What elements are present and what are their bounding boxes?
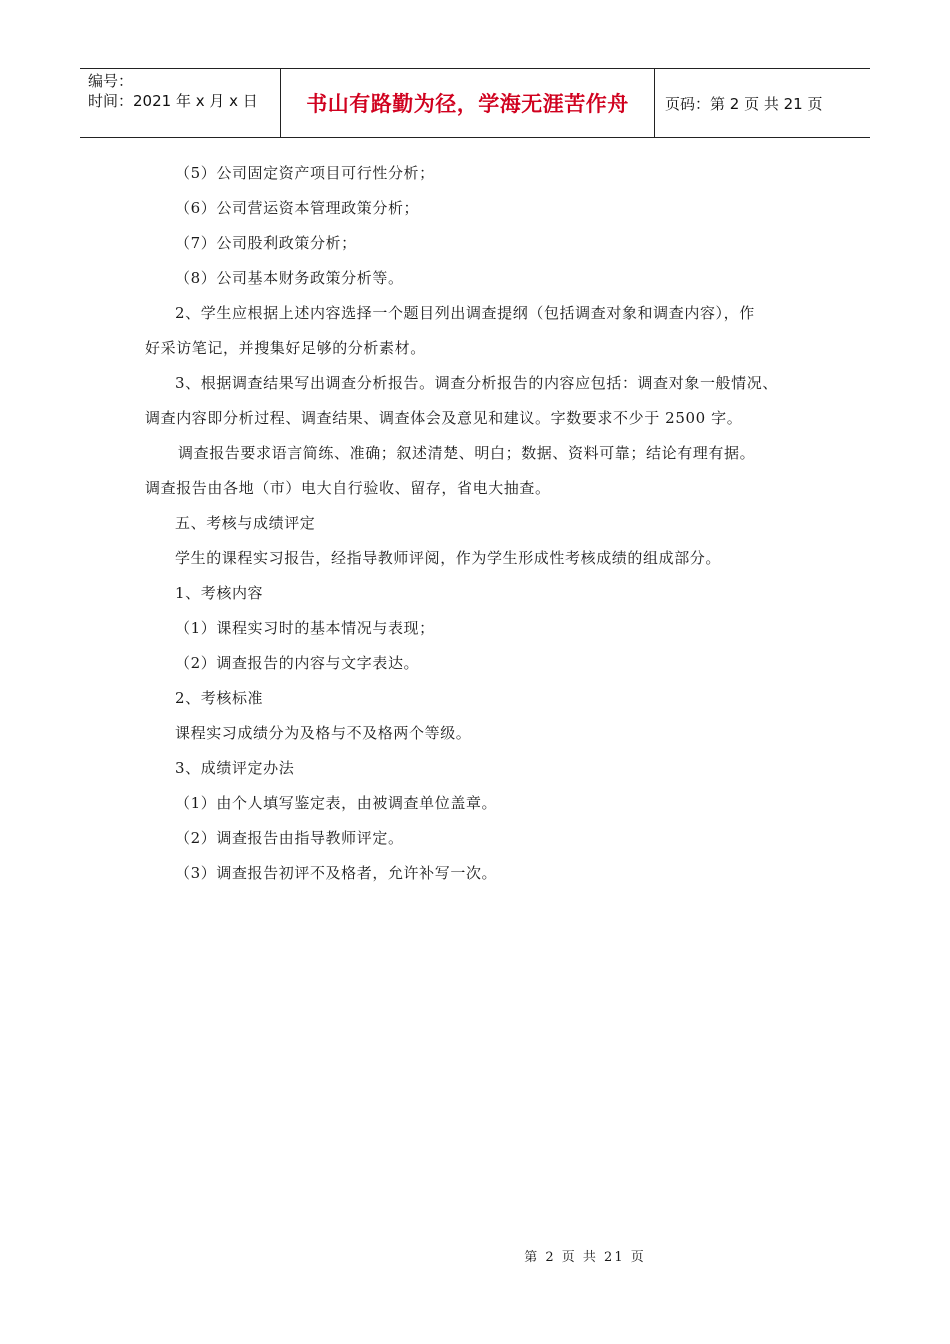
paragraph-report-line2: 调查报告由各地（市）电大自行验收、留存，省电大抽查。	[145, 479, 551, 497]
paragraph-report-line1: 调查报告要求语言简练、准确；叙述清楚、明白；数据、资料可靠；结论有理有据。	[178, 444, 756, 462]
method-item-1: （1）由个人填写鉴定表，由被调查单位盖章。	[175, 794, 498, 812]
list-item-5: （5）公司固定资产项目可行性分析；	[175, 164, 435, 182]
header-motto: 书山有路勤为径，学海无涯苦作舟	[281, 69, 655, 137]
method-item-3: （3）调查报告初评不及格者，允许补写一次。	[175, 864, 498, 882]
list-item-8: （8）公司基本财务政策分析等。	[175, 269, 404, 287]
method-item-2: （2）调查报告由指导教师评定。	[175, 829, 404, 847]
document-body	[145, 156, 815, 891]
subheading-2: 2、考核标准	[175, 689, 264, 707]
subheading-1: 1、考核内容	[175, 584, 264, 602]
subheading-3: 3、成绩评定办法	[175, 759, 295, 777]
header-page-info: 页码：第 2 页 共 21 页	[665, 94, 823, 113]
list-item-6: （6）公司营运资本管理政策分析；	[175, 199, 420, 217]
assess-item-2: （2）调查报告的内容与文字表达。	[175, 654, 420, 672]
section-heading-5: 五、考核与成绩评定	[175, 514, 316, 532]
paragraph-3-line1: 3、根据调查结果写出调查分析报告。调查分析报告的内容应包括：调查对象一般情况、	[175, 374, 778, 392]
time-label: 时间：2021 年 x 月 x 日	[88, 92, 258, 110]
page-footer: 第 2 页 共 21 页	[524, 1250, 646, 1265]
paragraph-2-line2: 好采访笔记，并搜集好足够的分析素材。	[145, 339, 426, 357]
assess-item-1: （1）课程实习时的基本情况与表现；	[175, 619, 435, 637]
paragraph-assessment: 学生的课程实习报告，经指导教师评阅，作为学生形成性考核成绩的组成部分。	[175, 549, 722, 567]
list-item-7: （7）公司股利政策分析；	[175, 234, 357, 252]
paragraph-standard: 课程实习成绩分为及格与不及格两个等级。	[175, 724, 472, 742]
header-meta	[80, 69, 281, 137]
number-label: 编号：	[88, 72, 134, 90]
paragraph-3-line2: 调查内容即分析过程、调查结果、调查体会及意见和建议。字数要求不少于 2500 字。	[145, 409, 743, 427]
paragraph-2-line1: 2、学生应根据上述内容选择一个题目列出调查提纲（包括调查对象和调查内容），作	[175, 304, 755, 322]
page-header	[80, 68, 870, 138]
